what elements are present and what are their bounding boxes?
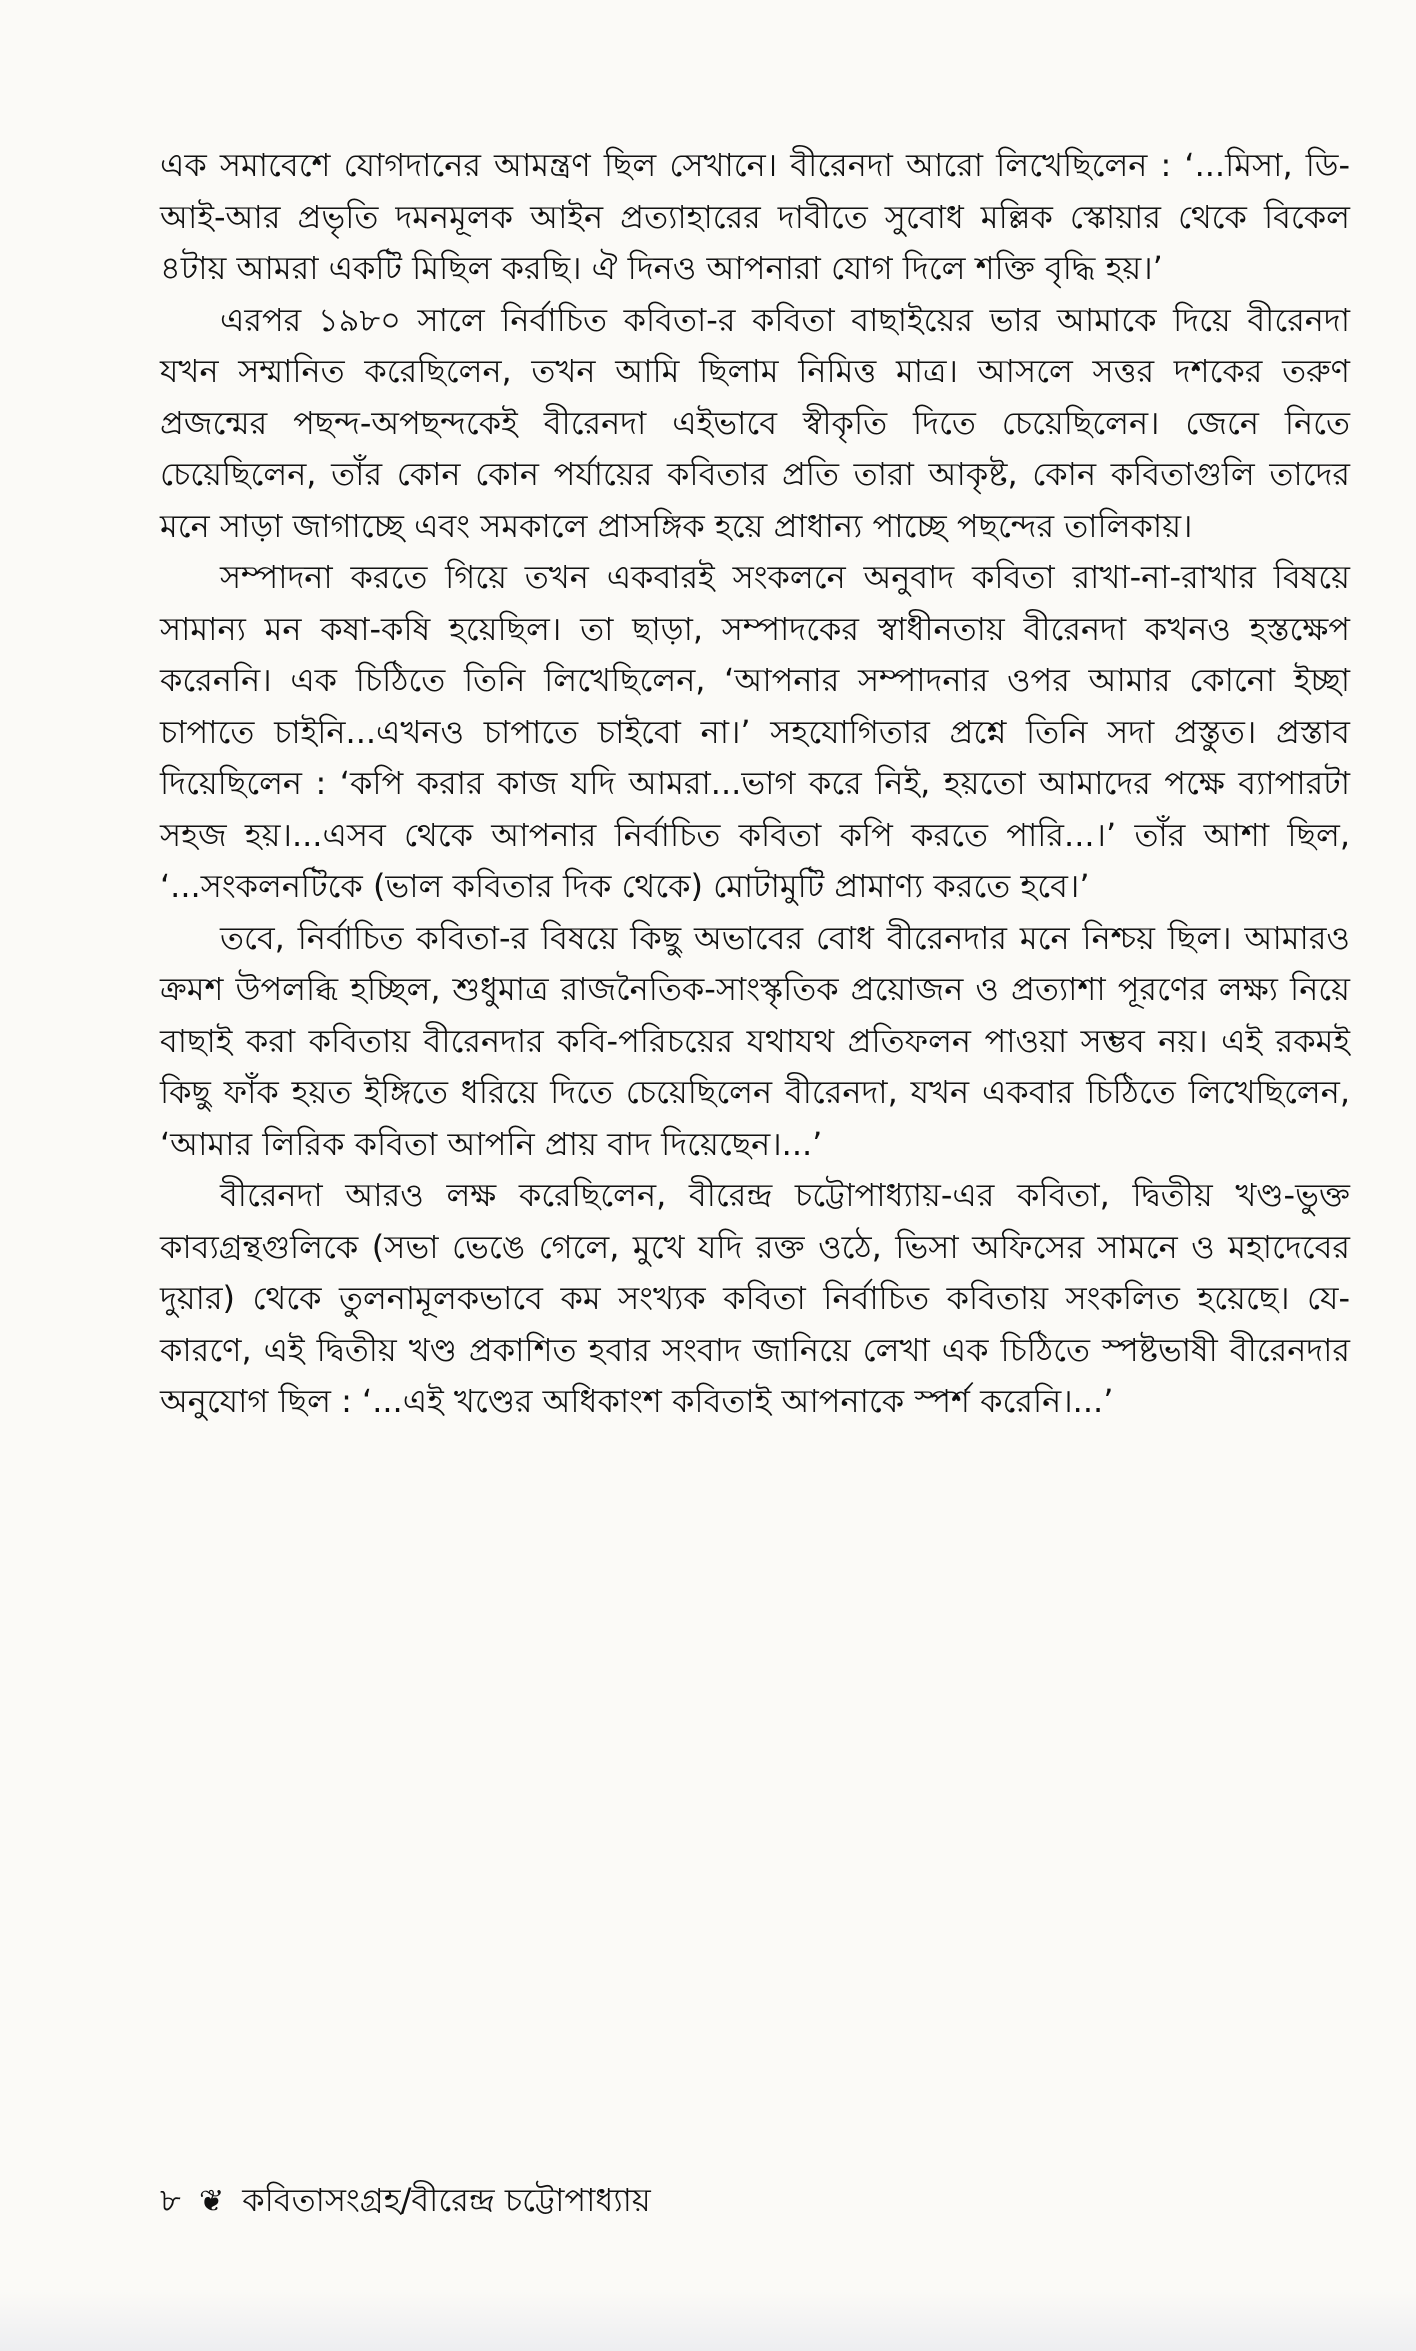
running-title: কবিতাসংগ্রহ/বীরেন্দ্র চট্টোপাধ্যায়	[242, 2181, 651, 2219]
paragraph-2: এরপর ১৯৮০ সালে নির্বাচিত কবিতা-র কবিতা বাছাইয়ের ভার আমাকে দিয়ে বীরেনদা যখন সম্মানিত করেছিলেন, তখন আমি ছিলাম নিমিত্ত মাত্র। আসলে সত্তর দশকের তরুণ প্রজন্মের পছন্দ-অপছন্দকেই বীরেনদা এইভাবে স্বীকৃতি দিতে চেয়েছিলেন। জেনে নিতে চেয়েছিলেন, তাঁর কোন কোন পর্যায়ের কবিতার প্রতি তারা আকৃষ্ট, কোন কবিতাগুলি তাদের মনে সাড়া জাগাচ্ছে এবং সমকালে প্রাসঙ্গিক হয়ে প্রাধান্য পাচ্ছে পছন্দের তালিকায়।	[160, 300, 1350, 545]
paragraph-3: সম্পাদনা করতে গিয়ে তখন একবারই সংকলনে অনুবাদ কবিতা রাখা-না-রাখার বিষয়ে সামান্য মন কষা-কষি হয়েছিল। তা ছাড়া, সম্পাদকের স্বাধীনতায় বীরেনদা কখনও হস্তক্ষেপ করেননি। এক চিঠিতে তিনি লিখেছিলেন, ‘আপনার সম্পাদনার ওপর আমার কোনো ইচ্ছা চাপাতে চাইনি...এখনও চাপাতে চাইবো না।’ সহযোগিতার প্রশ্নে তিনি সদা প্রস্তুত। প্রস্তাব দিয়েছিলেন : ‘কপি করার কাজ যদি আমরা...ভাগ করে নিই, হয়তো আমাদের পক্ষে ব্যাপারটা সহজ হয়।...এসব থেকে আপনার নির্বাচিত কবিতা কপি করতে পারি...।’ তাঁর আশা ছিল, ‘...সংকলনটিকে (ভাল কবিতার দিক থেকে) মোটামুটি প্রামাণ্য করতে হবে।’	[160, 558, 1350, 905]
paragraph-4: তবে, নির্বাচিত কবিতা-র বিষয়ে কিছু অভাবের বোধ বীরেনদার মনে নিশ্চয় ছিল। আমারও ক্রমশ উপলব্ধি হচ্ছিল, শুধুমাত্র রাজনৈতিক-সাংস্কৃতিক প্রয়োজন ও প্রত্যাশা পূরণের লক্ষ্য নিয়ে বাছাই করা কবিতায় বীরেনদার কবি-পরিচয়ের যথাযথ প্রতিফলন পাওয়া সম্ভব নয়। এই রকমই কিছু ফাঁক হয়ত ইঙ্গিতে ধরিয়ে দিতে চেয়েছিলেন বীরেনদা, যখন একবার চিঠিতে লিখেছিলেন, ‘আমার লিরিক কবিতা আপনি প্রায় বাদ দিয়েছেন।...’	[160, 918, 1350, 1163]
page-number: ৮	[160, 2181, 181, 2219]
paragraph-5: বীরেনদা আরও লক্ষ করেছিলেন, বীরেন্দ্র চট্টোপাধ্যায়-এর কবিতা, দ্বিতীয় খণ্ড-ভুক্ত কাব্যগ্রন্থগুলিকে (সভা ভেঙে গেলে, মুখে যদি রক্ত ওঠে, ভিসা অফিসের সামনে ও মহাদেবের দুয়ার) থেকে তুলনামূলকভাবে কম সংখ্যক কবিতা নির্বাচিত কবিতায় সংকলিত হয়েছে। যে-কারণে, এই দ্বিতীয় খণ্ড প্রকাশিত হবার সংবাদ জানিয়ে লেখা এক চিঠিতে স্পষ্টভাষী বীরেনদার অনুযোগ ছিল : ‘...এই খণ্ডের অধিকাংশ কবিতাই আপনাকে স্পর্শ করেনি।...’	[160, 1176, 1350, 1420]
body-text	[160, 140, 1350, 1428]
paragraph-1: এক সমাবেশে যোগদানের আমন্ত্রণ ছিল সেখানে। বীরেনদা আরো লিখেছিলেন : ‘...মিসা, ডি-আই-আর প্রভৃতি দমনমূলক আইন প্রত্যাহারের দাবীতে সুবোধ মল্লিক স্কোয়ার থেকে বিকেল ৪টায় আমরা একটি মিছিল করছি। ঐ দিনও আপনারা যোগ দিলে শক্তি বৃদ্ধি হয়।’	[160, 146, 1350, 287]
page-footer	[160, 2180, 651, 2222]
paper-edge-shadow	[0, 2291, 1416, 2351]
fleuron-icon: ❦	[198, 2184, 225, 2219]
